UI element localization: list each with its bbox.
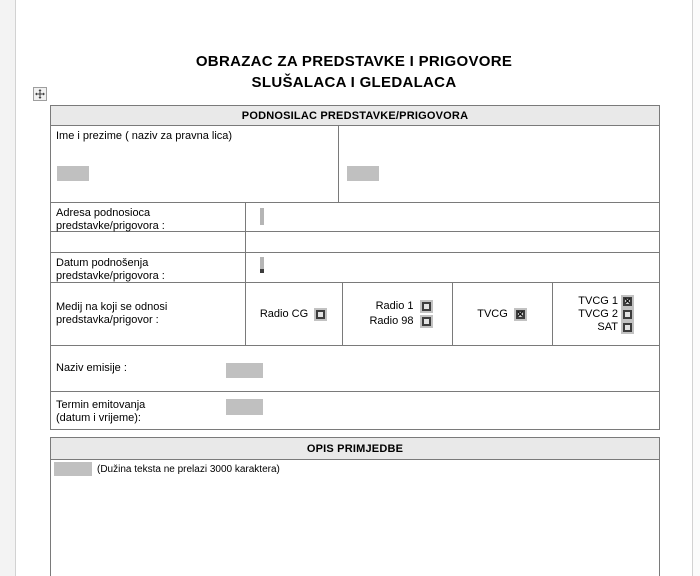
four-arrows-icon: [35, 89, 45, 99]
media-label-cell: [51, 283, 246, 345]
name-value-cell: [339, 126, 659, 202]
sat-label: SAT: [597, 320, 618, 333]
name-form-field-2[interactable]: [347, 166, 379, 181]
date-label-line1: Datum podnošenja: [56, 257, 149, 269]
media-cell-radio-1-98: [343, 283, 453, 345]
date-label-line2: predstavke/prigovora :: [56, 270, 165, 282]
tvcg-1-label: TVCG 1: [578, 294, 618, 307]
airtime-label-line2: (datum i vrijeme):: [56, 411, 141, 424]
checkbox-radio-1[interactable]: [422, 302, 431, 311]
date-row: [51, 253, 659, 283]
checkbox-tvcg-1[interactable]: ×: [624, 293, 632, 308]
checkbox-tvcg-2[interactable]: [623, 310, 632, 319]
airtime-form-field[interactable]: [226, 399, 263, 415]
table-move-handle[interactable]: [33, 87, 47, 101]
address-form-field[interactable]: [260, 208, 264, 225]
show-name-label: Naziv emisije :: [56, 362, 127, 374]
checkbox-tvcg[interactable]: ×: [516, 306, 524, 321]
spacer-row: [51, 232, 659, 253]
date-label-cell: [51, 253, 246, 282]
media-label-line2: predstavka/prigovor :: [56, 314, 159, 326]
spacer-label-cell: [51, 232, 246, 252]
page-right-margin: [692, 0, 700, 576]
radio-98-label: Radio 98: [369, 315, 414, 327]
name-label-cell: [51, 126, 339, 202]
airtime-row: [51, 392, 659, 431]
name-row: [51, 126, 659, 203]
media-label-line1: Medij na koji se odnosi: [56, 301, 168, 313]
radio-cg-label: Radio CG: [259, 308, 309, 320]
form-title-line1: OBRAZAC ZA PREDSTAVKE I PRIGOVORE: [195, 53, 513, 70]
submitter-table-header: PODNOSILAC PREDSTAVKE/PRIGOVORA: [51, 106, 659, 126]
complaint-table-header: OPIS PRIMJEDBE: [51, 438, 659, 460]
tvcg-2-label: TVCG 2: [578, 307, 618, 320]
name-form-field[interactable]: [57, 166, 89, 181]
address-label-line1: Adresa podnosioca: [56, 207, 151, 219]
date-form-field[interactable]: [260, 257, 264, 273]
spacer-value-cell: [246, 232, 659, 252]
complaint-length-hint: (Dužina teksta ne prelazi 3000 karaktera): [97, 464, 280, 475]
form-title: [16, 51, 692, 93]
radio-1-label: Radio 1: [375, 300, 414, 312]
checkbox-sat[interactable]: [623, 323, 632, 332]
form-title-line2: SLUŠALACA I GLEDALACA: [251, 74, 457, 91]
address-value-cell: [246, 203, 659, 231]
name-label: Ime i prezime ( naziv za pravna lica): [56, 130, 233, 142]
complaint-table: [50, 437, 660, 576]
checkbox-radio-98[interactable]: [422, 317, 431, 326]
tvcg-label: TVCG: [477, 308, 508, 320]
date-value-cell: [246, 253, 659, 282]
media-cell-radio-cg: [246, 283, 343, 345]
submitter-table: [50, 105, 660, 430]
complaint-body-cell: [51, 460, 659, 576]
media-cell-tvcg1-2-sat: [553, 283, 659, 345]
address-row: [51, 203, 659, 232]
show-name-form-field[interactable]: [226, 363, 263, 378]
address-label-cell: [51, 203, 246, 231]
media-row: [51, 283, 659, 346]
page-left-margin: [0, 0, 16, 576]
airtime-label-line1: Termin emitovanja: [56, 398, 146, 411]
show-name-row: [51, 346, 659, 392]
media-cell-tvcg: [453, 283, 553, 345]
checkbox-radio-cg[interactable]: [316, 310, 325, 319]
complaint-text-form-field[interactable]: [54, 462, 92, 476]
address-label-line2: predstavke/prigovora :: [56, 220, 165, 232]
